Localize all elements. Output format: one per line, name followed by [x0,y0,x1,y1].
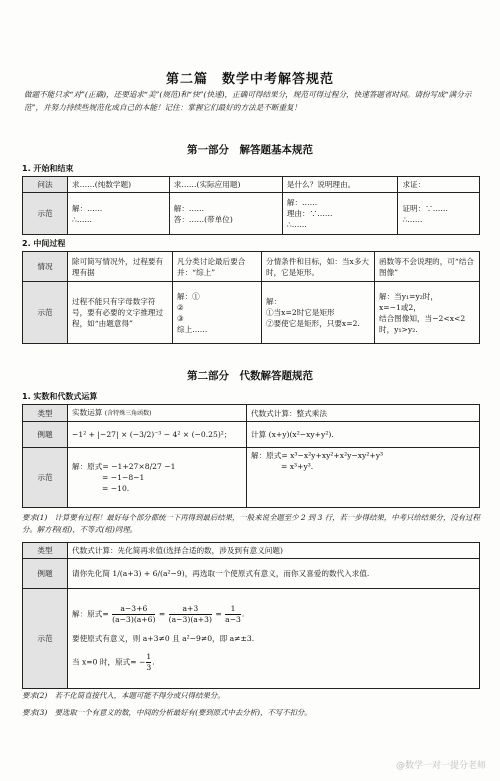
line: 解：原式= −1+27×8/27 −1 [72,462,176,471]
line: 结合图像知，当−2<x<2时，y₁>y₂. [379,313,466,334]
line: 证明：∵…… [402,203,448,213]
header-text: 实数运算 [72,408,103,417]
cell: 是什么？说明理由。 [282,177,398,193]
cell: 过程不能只有字母数字符号，要有必要的文字推理过程，如“由题意得” [68,282,173,344]
cell: −1² + |−27| × (−3/2)⁻³ − 4² × (−0.25)²； [68,422,247,448]
table-simplify-evaluate [22,542,480,689]
cell: 问法 [23,177,68,193]
line: x=−1或2， [379,302,421,312]
line: 解：当y₁=y₂时， [379,291,438,301]
line: 当 x=0 时，原式= [72,657,137,667]
line: = −10. [102,484,130,493]
section-3-heading: 1. 实数和代数式运算 [22,392,98,401]
line: ③ [177,313,184,323]
line: = −1−8−1 [102,473,145,482]
cell: 示范 [23,589,68,689]
watermark: @数学一对一提分老师 [395,761,486,771]
cell [68,193,170,235]
cell: 函数等不会说理的，可“结合图像” [375,252,480,282]
cell [169,193,282,235]
cell: 例题 [23,559,68,589]
cell: 示范 [23,448,68,508]
fraction [169,604,212,625]
cell: 求……(纯数学题) [68,177,170,193]
cell: 示范 [23,282,68,344]
line: ∴…… [402,214,423,224]
solution-line-1: 解：原式= $\frac{a-3+6}{(a-3)(a+6)}$ = $\frac{a+3}{(a-3)(a+3)}$ = $\frac{1}{a-3}$ . [72,604,245,624]
line: 答：……(带单位) [173,214,233,224]
intro-paragraph: 做题不能只求“对”(正确)，还要追求“美”(规范)和“快”(快速)，正确可得结果分，规范可得过程分，快速答题省时间。请扮写成“满分示范”，并努力持续些规范化成自己的本能！记住：掌握它们最好的方法是不断重复！ [24,90,472,112]
line: 解： [266,297,282,306]
line: = x³+y³. [281,462,314,471]
table-real-algebra [22,404,480,508]
numerator: 1 [225,604,241,615]
cell: 类型 [23,405,68,422]
numerator: a+3 [169,604,212,615]
requirement-3: 要求(3) 要选取一个有意义的数，中间的分析最好有(要到原式中去分析)，不写不扣分。 [22,708,312,717]
denominator: (a−3)(a+6) [112,615,156,624]
denominator: a−3 [225,615,241,624]
requirement-2: 要求(2) 若不化简直接代入，本题可能不得分或只得结果分。 [22,691,225,700]
cell: 代数式计算：整式乘法 [247,405,480,422]
table-start-end [22,176,480,235]
cell: 求……(实际应用题) [169,177,282,193]
fraction [112,604,155,625]
part1-heading: 第一部分 解答题基本规范 [187,144,313,156]
cell [68,589,480,689]
line: ∴…… [72,214,93,224]
fraction [146,652,151,673]
cell: 求证： [398,177,480,193]
cell: 代数式计算：先化简再求值(选择合适的数，涉及到有意义问题) [68,543,480,559]
cell [68,405,247,422]
numerator: 1 [146,652,152,661]
part2-heading: 第二部分 代数解答题规范 [187,370,313,382]
line: 解：…… [72,203,103,213]
cell [247,448,480,508]
cell: 分情条件和目标，如：当x多大时，它是矩形。 [262,252,375,282]
cell [375,282,480,344]
line: ①当x=2时它是矩形 [266,308,335,317]
line: ②要使它是矩形，只要x=2. [266,319,360,328]
cell: 类型 [23,543,68,559]
line: 综上…… [177,324,208,334]
cell [262,282,375,344]
cell [173,282,262,344]
section-2-heading: 2. 中间过程 [22,239,66,248]
line: ∴…… [286,220,307,229]
line: 解：…… [173,203,205,213]
solution-line-3: 当 x=0 时，原式= − $\frac{1}{3}$ . [72,652,155,672]
header-note: (含特殊三角函数) [104,410,152,417]
cell: 请你先化简 1/(a+3) + 6/(a²−9)，再选取一个使原式有意义，而你又喜爱的数代入求值. [68,559,480,589]
cell: 例题 [23,422,68,448]
denominator: 3 [146,663,152,672]
line: 要使原式有意义，则 a+3≠0 且 a²−9≠0，即 a≠±3. [72,634,255,643]
section-1-heading: 1. 开始和结束 [22,164,74,173]
cell: 示范 [23,193,68,235]
requirement-1: 要求(1) 计算要有过程！最好每个部分都统一下再得到最后结果，一般来说全题至少 2 到 3 行，若一步得结果，中考只给结果分，没有过程分。解方程(组)、不等式(组)同理。 [22,513,480,534]
page-title: 第二篇 数学中考解答规范 [165,72,334,87]
line: 解：原式= [72,609,109,619]
cell [282,193,398,235]
line: ② [177,302,184,312]
line: 解：原式= x³−x²y+xy²+x²y−xy²+y³ [251,451,384,460]
line: 解：① [177,291,200,301]
line: 解：…… [286,198,318,207]
numerator: a−3+6 [112,604,155,615]
cell [398,193,480,235]
cell: 除可简写情况外，过程要有理有据 [68,252,173,282]
cell: 凡分类讨论最后要合并：“综上” [173,252,262,282]
cell: 情况 [23,252,68,282]
fraction [225,604,241,625]
cell [68,448,247,508]
denominator: (a−3)(a+3) [168,615,212,624]
line: 理由：∵…… [286,209,333,218]
table-middle-process [22,251,480,344]
cell: 计算 (x+y)(x²−xy+y²). [247,422,480,448]
